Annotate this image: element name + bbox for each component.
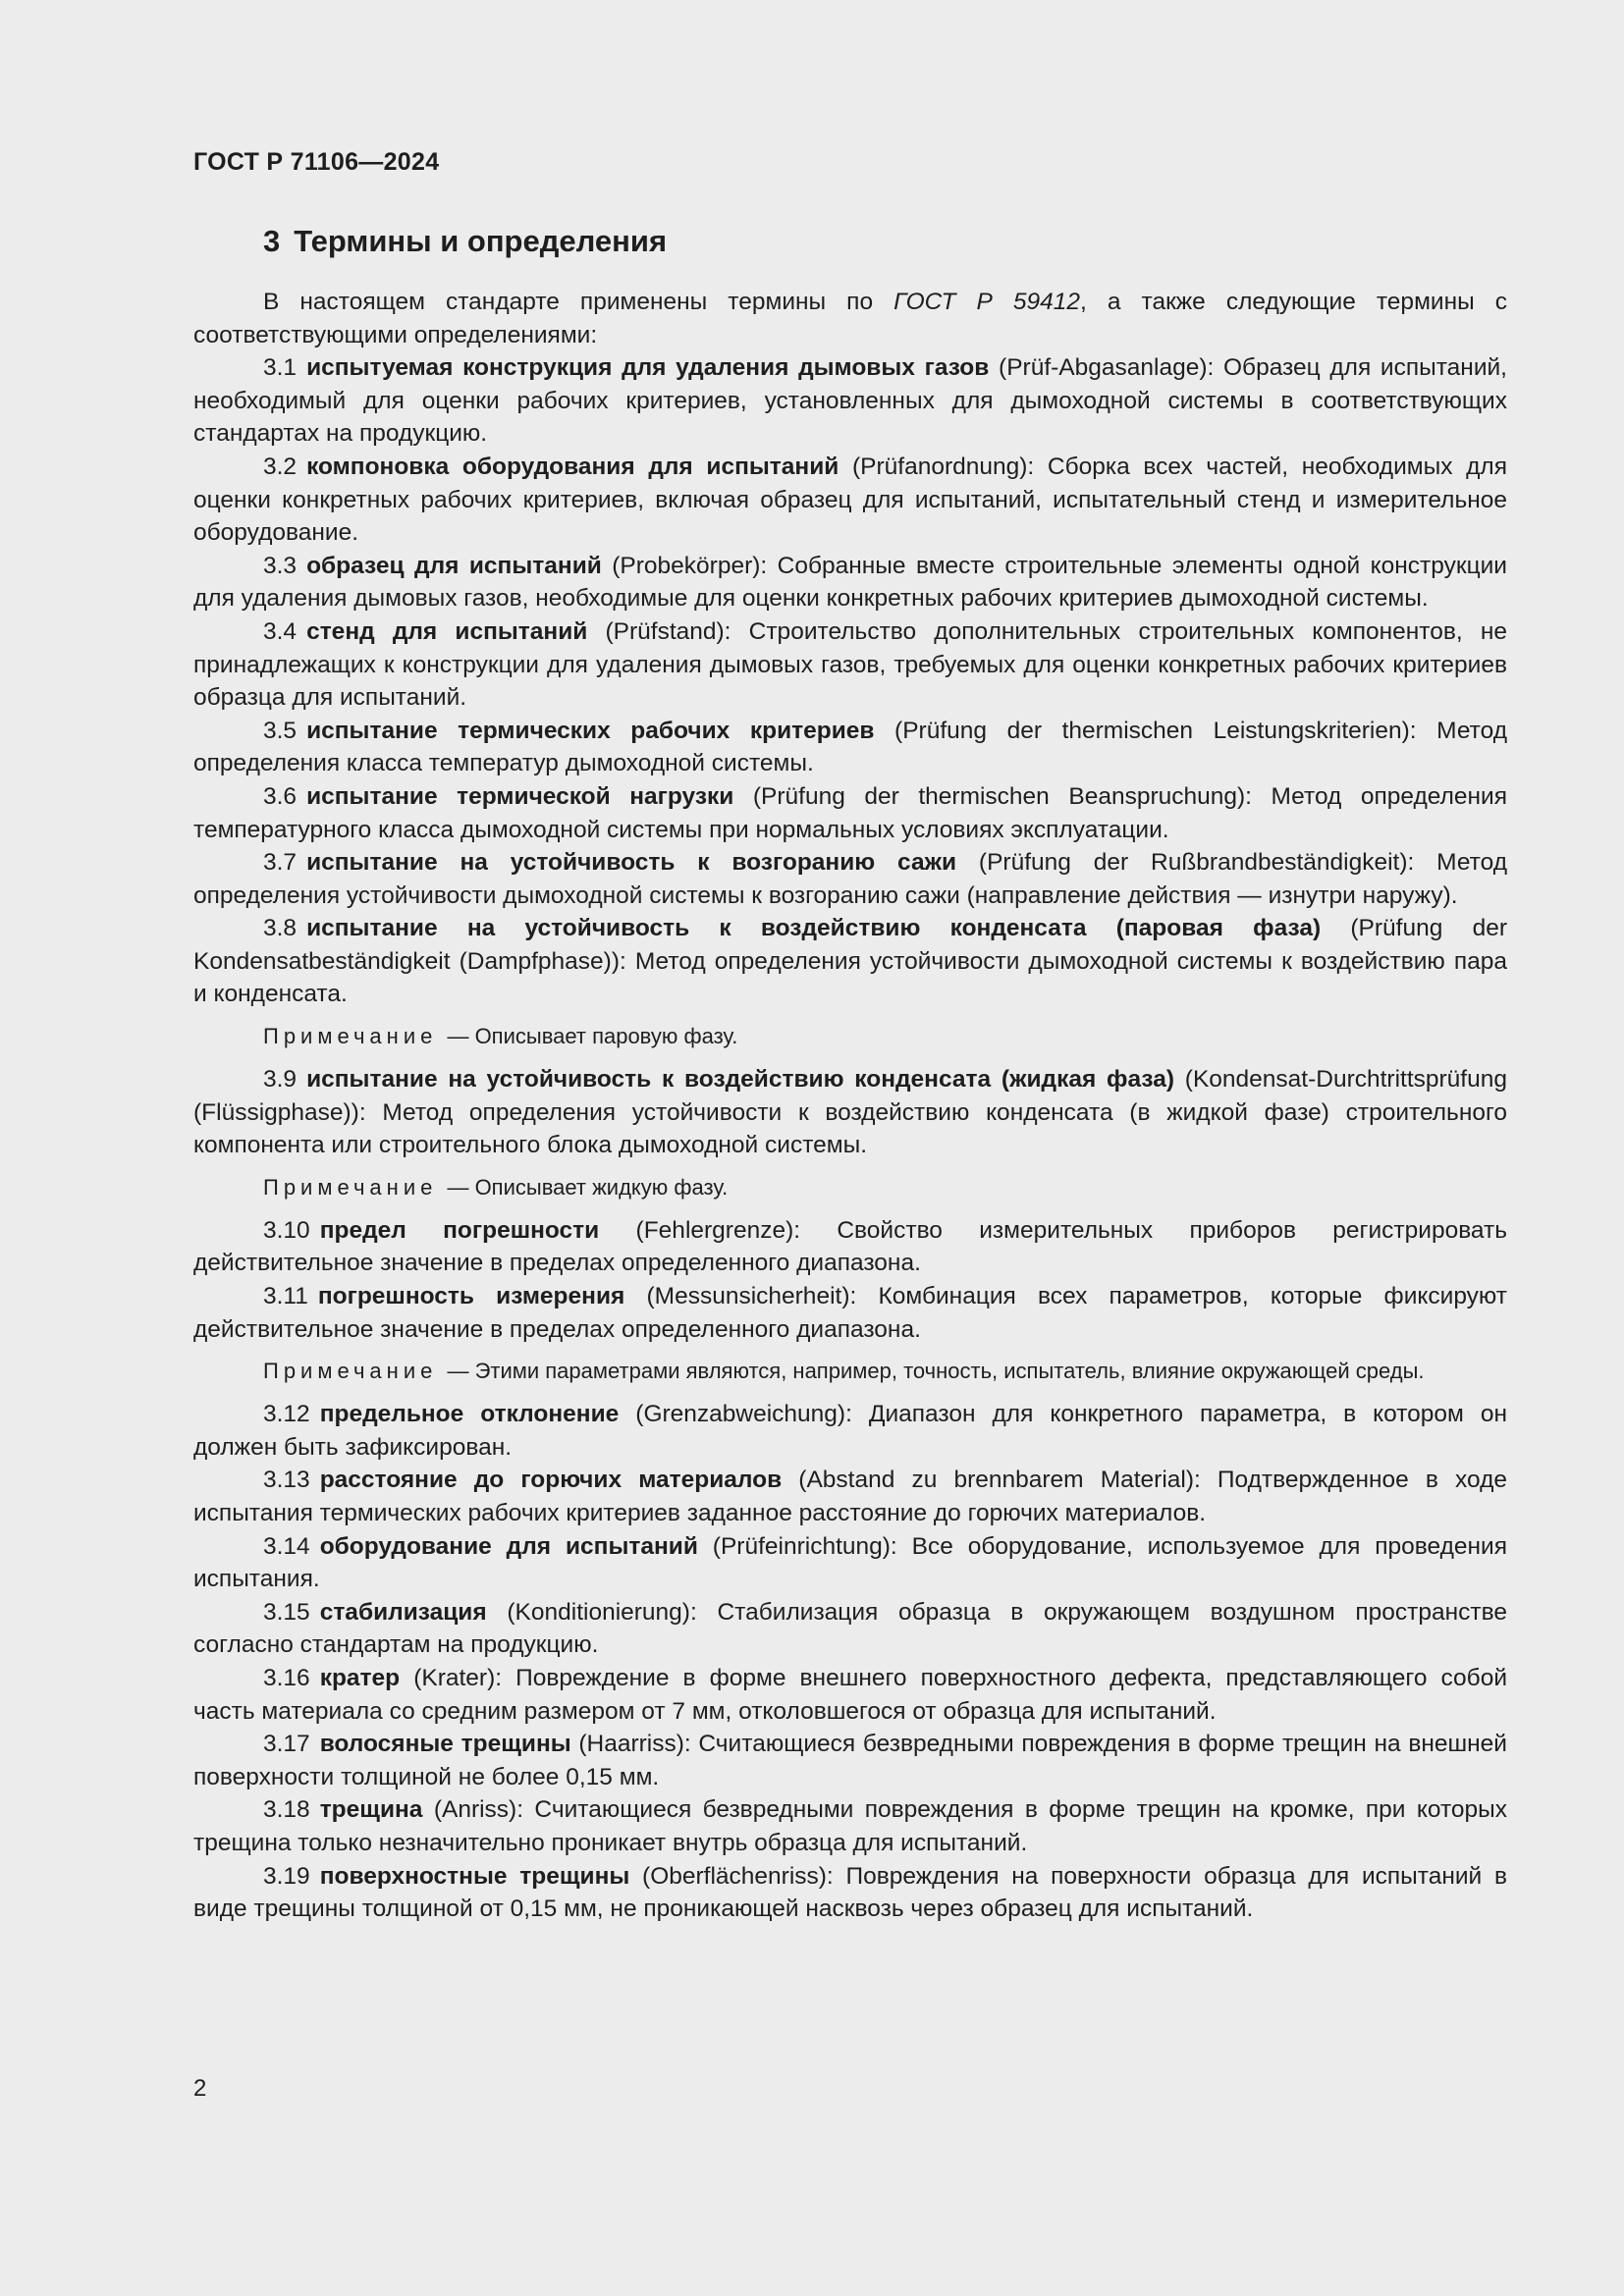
term-definition: (Anriss): Считающиеся безвредными повреждения в форме трещин на кромке, при которых трещина только незначительно проникает внутрь образца для испытаний. [193,1796,1507,1856]
term-name: испытание термических рабочих критериев [306,717,875,744]
term-name: испытание на устойчивость к возгоранию сажи [306,849,957,877]
term-entry [193,550,1507,615]
term-number: 3.1 [263,354,298,382]
term-entry [193,1530,1507,1596]
document-body [193,286,1507,1926]
term-number: 3.18 [263,1796,310,1824]
standard-reference: ГОСТ Р 59412 [893,289,1081,315]
term-definition: (Prüfung der thermischen Beanspruchung): Метод определения температурного класса дымоходной системы при нормальных условиях эксплуатации. [193,782,1507,843]
term-number: 3.3 [263,552,298,579]
term-entry [193,1728,1507,1793]
note-label: Примечание [263,1174,438,1200]
term-number: 3.16 [263,1664,310,1691]
term-definition: (Prüfanordnung): Сборка всех частей, необходимых для оценки конкретных рабочих критериев, включая образец для испытаний, испытательный стенд и измерительное оборудование. [193,453,1507,547]
term-definition: (Oberflächenriss): Повреждения на поверхности образца для испытаний в виде трещины толщиной от 0,15 мм, не проникающей насквозь через образец для испытаний. [193,1862,1507,1923]
intro-text-end: , а также следующие термины с соответствующими определениями: [193,289,1508,348]
term-name: испытуемая конструкция для удаления дымовых газов [306,354,990,382]
term-name: волосяные трещины [319,1731,571,1758]
term-name: предельное отклонение [319,1401,620,1428]
term-name: образец для испытаний [306,552,602,579]
intro-paragraph [193,286,1507,351]
term-definition: (Prüfung der Kondensatbeständigkeit (Dampfphase)): Метод определения устойчивости дымоходной системы к воздействию пара и конденсата. [193,915,1507,1008]
note-text: — Этими параметрами являются, например, точность, испытатель, влияние окружающей среды. [441,1359,1425,1384]
term-number: 3.7 [263,849,298,877]
term-name: оборудование для испытаний [319,1532,698,1560]
term-definition: (Haarriss): Считающиеся безвредными повреждения в форме трещин на внешней поверхности толщиной не более 0,15 мм. [193,1731,1507,1790]
intro-text: В настоящем стандарте применены термины по [263,289,894,315]
term-entry [193,1464,1507,1529]
term-definition: (Konditionierung): Стабилизация образца в окружающем воздушном пространстве согласно стандартам на продукцию. [193,1598,1507,1659]
term-number: 3.15 [263,1598,310,1626]
term-entry [193,912,1507,1011]
term-entry [193,1398,1507,1464]
term-number: 3.9 [263,1066,298,1094]
term-number: 3.5 [263,717,298,744]
term-name: поверхностные трещины [319,1862,630,1890]
term-entry [193,615,1507,715]
term-name: испытание на устойчивость к воздействию конденсата (паровая фаза) [306,915,1322,942]
term-name: испытание на устойчивость к воздействию конденсата (жидкая фаза) [306,1066,1175,1094]
page-number: 2 [193,2075,207,2102]
note-label: Примечание [263,1024,438,1049]
note [193,1172,1507,1202]
term-entry [193,715,1507,780]
term-definition: (Kondensat-Durchtrittsprüfung (Flüssigphase)): Метод определения устойчивости к воздействию конденсата (в жидкой фазе) строительного компонента или строительного блока дымоходной системы. [193,1066,1507,1159]
term-definition: (Messunsicherheit): Комбинация всех параметров, которые фиксируют действительное значение в пределах определенного диапазона. [193,1283,1507,1343]
term-entry [193,1063,1507,1162]
term-entry [193,451,1507,550]
term-number: 3.19 [263,1862,310,1890]
term-name: стабилизация [319,1598,487,1626]
term-definition: (Abstand zu brennbarem Material): Подтвержденное в ходе испытания термических рабочих критериев заданное расстояние до горючих материалов. [193,1467,1507,1526]
term-entry [193,1662,1507,1728]
term-definition: (Prüfeinrichtung): Все оборудование, используемое для проведения испытания. [193,1532,1507,1593]
term-name: стенд для испытаний [306,617,588,645]
term-entry [193,1793,1507,1859]
term-number: 3.13 [263,1467,310,1494]
term-entry [193,1214,1507,1280]
term-number: 3.12 [263,1401,310,1428]
term-definition: (Fehlergrenze): Свойство измерительных приборов регистрировать действительное значение в пределах определенного диапазона. [193,1216,1508,1277]
document-header: ГОСТ Р 71106—2024 [193,148,440,176]
term-entry [193,351,1507,451]
term-name: компоновка оборудования для испытаний [306,453,839,480]
note [193,1356,1507,1386]
term-entry [193,1860,1507,1926]
term-number: 3.14 [263,1532,310,1560]
term-name: испытание термической нагрузки [306,782,734,810]
section-number: 3 [263,224,281,258]
term-number: 3.2 [263,453,298,480]
note-text: — Описывает паровую фазу. [441,1024,738,1049]
term-entry [193,846,1507,912]
section-title: Термины и определения [294,224,668,258]
term-definition: (Probekörper): Собранные вместе строительные элементы одной конструкции для удаления дымовых газов, необходимые для оценки конкретных рабочих критериев дымоходной системы. [193,552,1507,613]
term-name: трещина [319,1796,423,1824]
term-name: кратер [319,1664,401,1691]
term-definition: (Prüfstand): Строительство дополнительных строительных компонентов, не принадлежащих к конструкции для удаления дымовых газов, требуемых для оценки конкретных рабочих критериев образца для испытаний. [193,617,1507,712]
term-definition: (Prüf-Abgasanlage): Образец для испытаний, необходимый для оценки рабочих критериев, установленных для дымоходной системы в соответствующих стандартах на продукцию. [193,354,1507,448]
term-name: погрешность измерения [317,1283,625,1310]
term-name: предел погрешности [319,1216,600,1244]
term-number: 3.6 [263,782,298,810]
term-definition: (Krater): Повреждение в форме внешнего поверхностного дефекта, представляющего собой часть материала со средним размером от 7 мм, отколовшегося от образца для испытаний. [193,1664,1507,1725]
note-label: Примечание [263,1359,438,1384]
term-definition: (Prüfung der Rußbrandbeständigkeit): Метод определения устойчивости дымоходной системы к возгоранию сажи (направление действия — изнутри наружу). [193,849,1507,909]
term-number: 3.8 [263,915,298,942]
term-name: расстояние до горючих материалов [319,1467,783,1494]
term-number: 3.4 [263,617,298,645]
term-definition: (Prüfung der thermischen Leistungskriterien): Метод определения класса температур дымоходной системы. [193,717,1507,777]
term-definition: (Grenzabweichung): Диапазон для конкретного параметра, в котором он должен быть зафиксирован. [193,1401,1508,1461]
term-number: 3.11 [263,1283,308,1310]
term-entry [193,1280,1507,1346]
term-entry [193,1596,1507,1662]
note [193,1021,1507,1051]
term-entry [193,780,1507,846]
term-number: 3.17 [263,1731,310,1758]
section-heading [263,224,667,259]
term-number: 3.10 [263,1216,310,1244]
note-text: — Описывает жидкую фазу. [441,1174,729,1200]
